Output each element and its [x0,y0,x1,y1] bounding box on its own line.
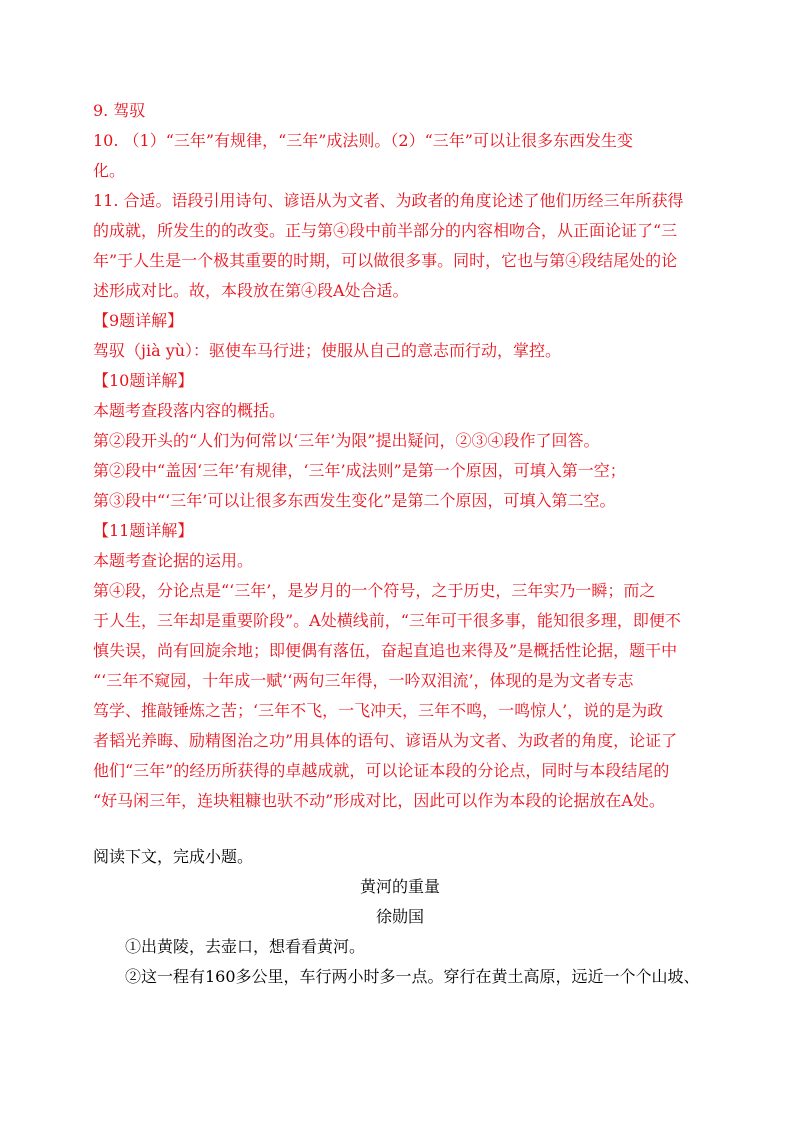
q10-explanation-line-3: 第②段中“盖因‘三年’有规律，‘三年’成法则”是第一个原因，可填入第一空； [93,461,626,480]
q11-explanation-line-6: 笃学、推敲锤炼之苦；‘三年不飞，一飞冲天，三年不鸣，一鸣惊人’，说的是为政 [93,701,664,720]
reading-section [93,842,707,992]
q9-explanation-text: 驾驭（jià yù）：驱使车马行进；使服从自己的意志而行动，掌控。 [93,341,562,360]
explanation-section [93,306,707,816]
reading-author: 徐勋国 [375,907,424,926]
q9-explanation-heading: 【9题详解】 [93,311,184,330]
q11-explanation-line-3: 于人生，三年却是重要阶段”。A处横线前，“三年可干很多事，能知很多理，即便不 [93,611,681,630]
q11-explanation-line-8: 他们“三年”的经历所获得的卓越成就，可以论证本段的分论点，同时与本段结尾的 [93,761,670,780]
answer-q11-line-3: 年”于人生是一个极其重要的时期，可以做很多事。同时，它也与第④段结尾处的论 [93,251,678,270]
q10-explanation-line-4: 第③段中“‘三年’可以让很多东西发生变化”是第二个原因，可填入第二空。 [93,491,616,510]
answer-q11-line-2: 的成就，所发生的的改变。正与第④段中前半部分的内容相吻合，从正面论证了“三 [93,221,678,240]
reading-paragraph-1: ①出黄陵，去壶口，想看看黄河。 [125,937,366,956]
q11-explanation-line-7: 者韬光养晦、励精图治之功”用具体的语句、谚语从为文者、为政者的角度，论证了 [93,731,678,750]
answer-q9: 9. 驾驭 [93,101,146,120]
q11-explanation-line-4: 慎失误，尚有回旋余地；即便偶有落伍，奋起直追也来得及”是概括性论据，题干中 [93,641,678,660]
q11-explanation-line-9: “好马闲三年，连块粗糠也驮不动”形成对比，因此可以作为本段的论据放在A处。 [93,791,665,810]
answer-q10-line-2: 化。 [93,161,126,180]
answer-q11-line-4: 述形成对比。故，本段放在第④段A处合适。 [93,281,409,300]
q10-explanation-line-2: 第②段开头的“人们为何常以‘三年’为限”提出疑问，②③④段作了回答。 [93,431,600,450]
q10-explanation-line-1: 本题考查段落内容的概括。 [93,401,286,420]
q10-explanation-heading: 【10题详解】 [93,371,194,390]
answer-section [93,96,707,306]
page-content [93,96,707,992]
q11-explanation-line-2: 第④段，分论点是“‘三年’，是岁月的一个符号，之于历史，三年实乃一瞬；而之 [93,581,656,600]
q11-explanation-heading: 【11题详解】 [93,521,194,540]
section-spacer [93,816,707,842]
reading-title: 黄河的重量 [359,877,440,896]
q11-explanation-line-1: 本题考查论据的运用。 [93,551,254,570]
q11-explanation-line-5: “‘三年不窥园，十年成一赋’‘两句三年得，一吟双泪流’，体现的是为文者专志 [93,671,634,690]
reading-paragraph-2: ②这一程有160多公里，车行两小时多一点。穿行在黄土高原，远近一个个山坡、 [125,967,700,986]
answer-q10-line-1: 10. （1）“三年”有规律，“三年”成法则。（2）“三年”可以让很多东西发生变 [93,131,633,150]
reading-instruction: 阅读下文，完成小题。 [93,847,254,866]
answer-q11-line-1: 11. 合适。语段引用诗句、谚语从为文者、为政者的角度论述了他们历经三年所获得 [93,191,684,210]
